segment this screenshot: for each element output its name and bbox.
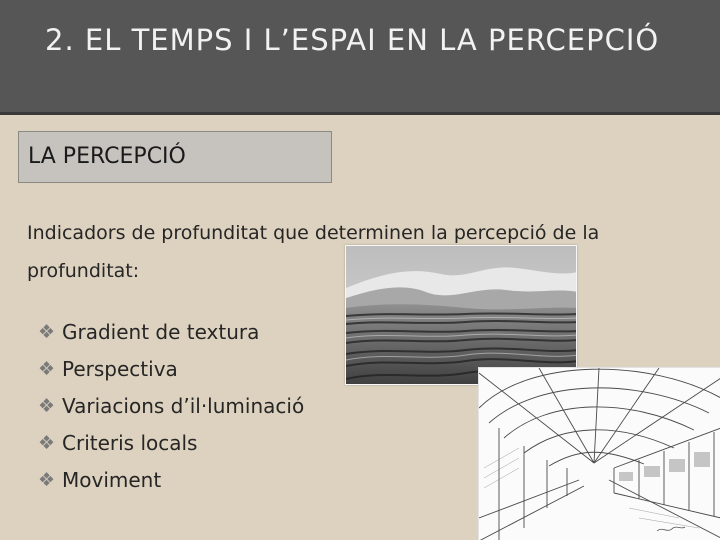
desert-dunes-image [346, 246, 577, 385]
slide-title: 2. EL TEMPS I L’ESPAI EN LA PERCEPCIÓ [45, 23, 660, 57]
intro-text: Indicadors de profunditat que determinen la percepció de la profunditat: [27, 222, 600, 282]
train-station-image [479, 368, 720, 540]
diamond-bullet-icon: ❖ [38, 321, 56, 343]
diamond-bullet-icon: ❖ [38, 395, 56, 417]
subtitle-box [18, 131, 332, 183]
slide-subtitle: LA PERCEPCIÓ [28, 144, 186, 169]
bullet-text: Criteris locals [62, 431, 198, 455]
diamond-bullet-icon: ❖ [38, 432, 56, 454]
diamond-bullet-icon: ❖ [38, 358, 56, 380]
bullet-text: Gradient de textura [62, 320, 260, 344]
title-bar [0, 0, 720, 115]
bullet-text: Moviment [62, 468, 162, 492]
bullet-text: Perspectiva [62, 357, 178, 381]
train-station-sketch [478, 367, 720, 540]
desert-dunes-photo [345, 245, 577, 385]
diamond-bullet-icon: ❖ [38, 469, 56, 491]
bullet-text: Variacions d’il·luminació [62, 394, 305, 418]
